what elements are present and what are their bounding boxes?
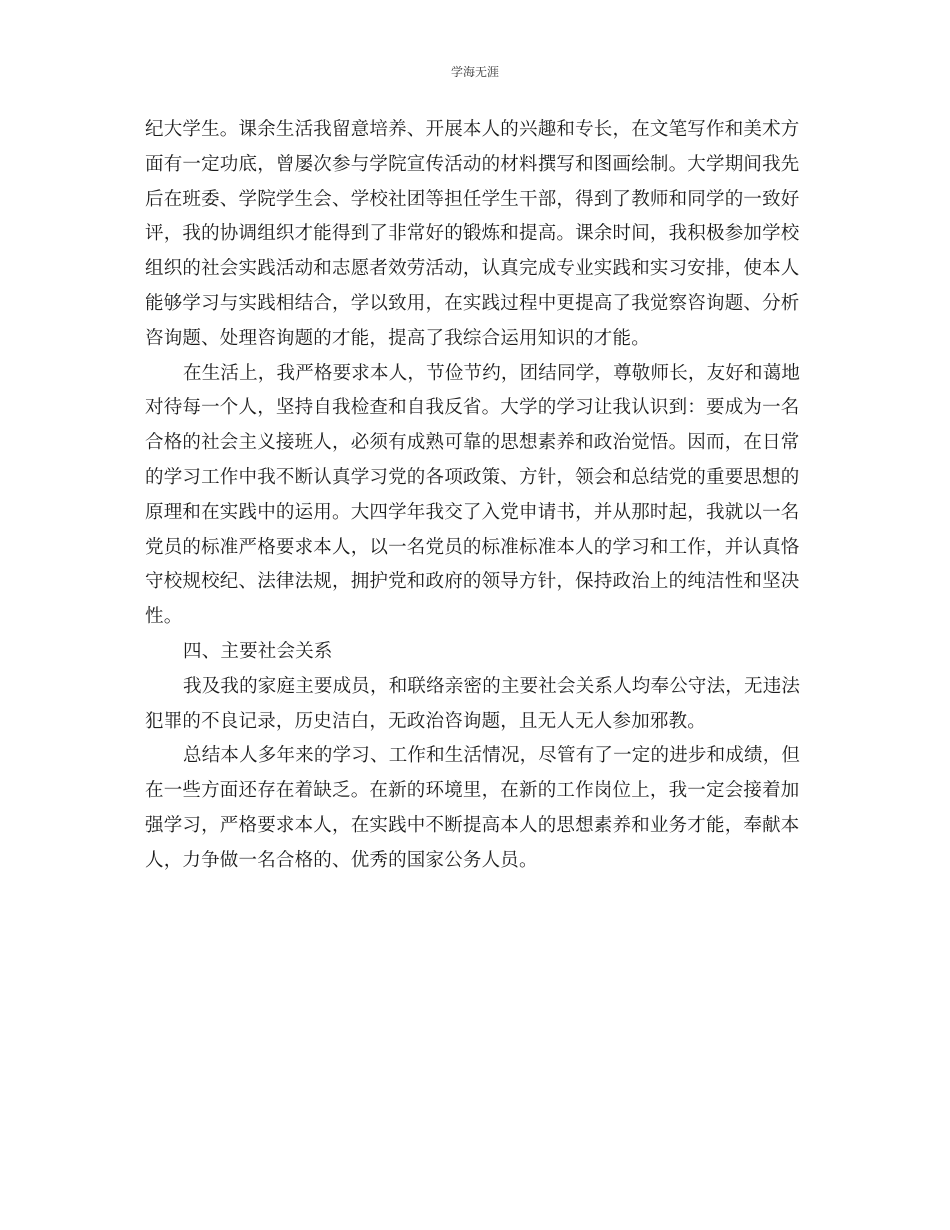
text-line: 党员的标准严格要求本人，以一名党员的标准标准本人的学习和工作，并认真恪 <box>145 536 800 558</box>
text-line: 咨询题、处理咨询题的才能，提高了我综合运用知识的才能。 <box>145 327 650 349</box>
text-line: 组织的社会实践活动和志愿者效劳活动，认真完成专业实践和实习安排，使本人 <box>145 258 800 280</box>
text-line: 面有一定功底，曾屡次参与学院宣传活动的材料撰写和图画绘制。大学期间我先 <box>145 153 800 175</box>
text-line: 后在班委、学院学生会、学校社团等担任学生干部，得到了教师和同学的一致好 <box>145 188 800 210</box>
text-line: 能够学习与实践相结合，学以致用，在实践过程中更提高了我觉察咨询题、分析 <box>145 292 800 314</box>
text-line: 合格的社会主义接班人，必须有成熟可靠的思想素养和政治觉悟。因而，在日常 <box>145 432 800 454</box>
text-line: 纪大学生。课余生活我留意培养、开展本人的兴趣和专长，在文笔写作和美术方 <box>145 119 800 140</box>
text-line: 对待每一个人，坚持自我检查和自我反省。大学的学习让我认识到：要成为一名 <box>145 397 800 419</box>
text-line: 人，力争做一名合格的、优秀的国家公务人员。 <box>145 849 538 871</box>
page-header: 学海无涯 <box>450 65 499 79</box>
paragraph-start-line: 总结本人多年来的学习、工作和生活情况，尽管有了一定的进步和成绩，但 <box>183 745 801 767</box>
text-line: 守校规校纪、法律法规，拥护党和政府的领导方针，保持政治上的纯洁性和坚决 <box>145 571 800 593</box>
text-line: 在一些方面还存在着缺乏。在新的环境里，在新的工作岗位上，我一定会接着加 <box>145 780 800 802</box>
section-heading: 四、主要社会关系 <box>183 640 333 662</box>
text-line: 性。 <box>145 606 183 628</box>
paragraph-start-line: 我及我的家庭主要成员，和联络亲密的主要社会关系人均奉公守法，无违法 <box>183 675 801 697</box>
text-line: 强学习，严格要求本人，在实践中不断提高本人的思想素养和业务才能，奉献本 <box>145 814 800 836</box>
text-line: 犯罪的不良记录，历史洁白，无政治咨询题，且无人无人参加邪教。 <box>145 710 707 732</box>
text-line: 的学习工作中我不断认真学习党的各项政策、方针，领会和总结党的重要思想的 <box>145 466 800 488</box>
document-body <box>145 113 805 879</box>
paragraph-start-line: 在生活上，我严格要求本人，节俭节约，团结同学，尊敬师长，友好和蔼地 <box>183 362 801 384</box>
text-line: 评，我的协调组织才能得到了非常好的锻炼和提高。课余时间，我积极参加学校 <box>145 223 800 245</box>
text-line: 原理和在实践中的运用。大四学年我交了入党申请书，并从那时起，我就以一名 <box>145 501 800 523</box>
